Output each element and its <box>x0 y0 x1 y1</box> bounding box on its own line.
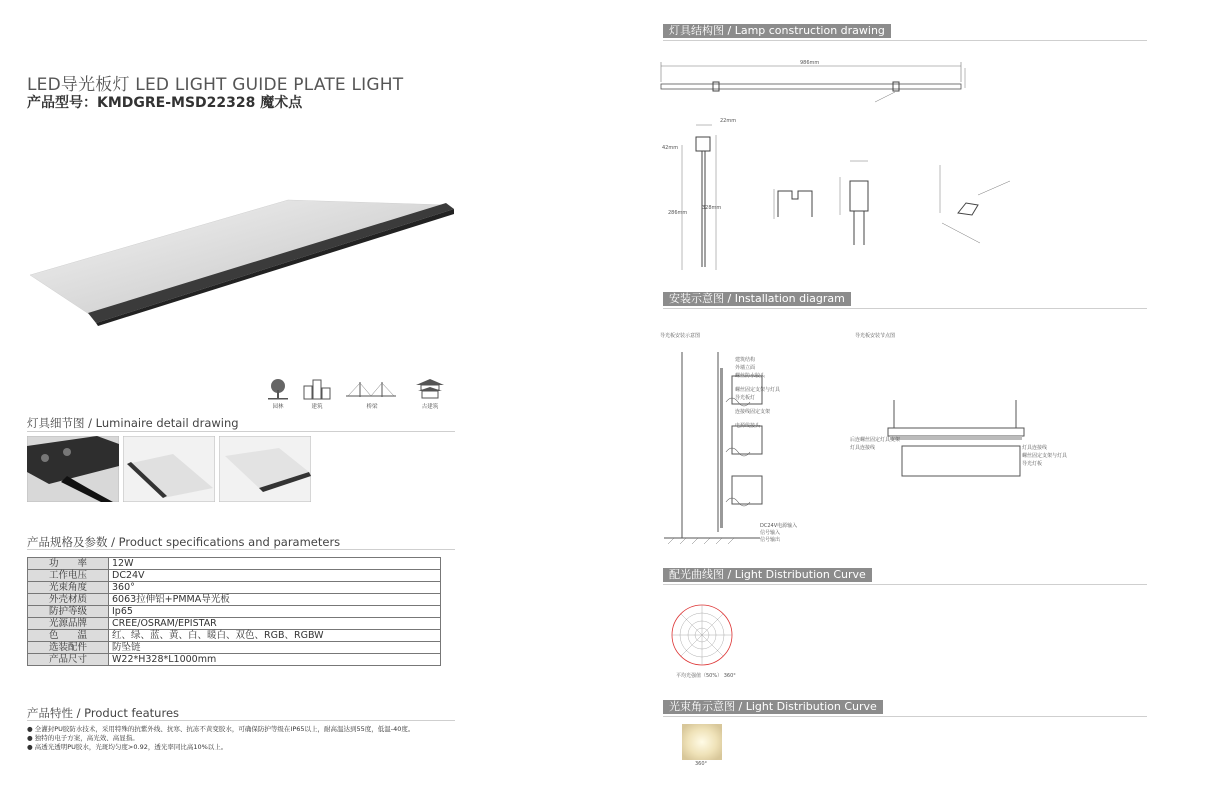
app-label-garden: 园林 <box>272 404 284 410</box>
table-row <box>28 558 441 570</box>
beam-angle-illustration <box>682 724 722 760</box>
table-row <box>28 630 441 642</box>
bridge-icon <box>346 380 396 400</box>
installation-section-title: 安装示意图 / Installation diagram <box>663 292 851 306</box>
install-left-labels <box>735 356 780 430</box>
callout: 螺丝固定支架与灯具 <box>1022 453 1068 459</box>
table-row <box>28 570 441 582</box>
callout: 连接线固定支架 <box>735 409 771 415</box>
dim-length: 986mm <box>800 60 820 66</box>
product-image <box>28 195 460 330</box>
polar-distribution-chart <box>662 600 742 670</box>
table-row <box>28 642 441 654</box>
callout: 信号输入 <box>760 530 781 536</box>
spec-key: 色 温 <box>28 630 109 642</box>
dim-height-a: 42mm <box>662 145 679 151</box>
spec-value: 红、绿、蓝、黄、白、暖白、双色、RGB、RGBW <box>109 630 441 642</box>
feature-text: 独特的电子方案，高光效、高显指。 <box>34 734 139 742</box>
install-node-left-labels <box>850 436 900 452</box>
spec-value: W22*H328*L1000mm <box>109 654 441 666</box>
detail-section-title: 灯具细节图 / Luminaire detail drawing <box>27 416 239 430</box>
divider <box>663 308 1147 309</box>
page-title: LED导光板灯 LED LIGHT GUIDE PLATE LIGHT <box>27 75 404 95</box>
dim-height-c: 328mm <box>702 205 722 211</box>
spec-value: 12W <box>109 558 441 570</box>
callout: 导光板灯 <box>735 395 756 401</box>
feature-text: 高透光透明PU胶水，光斑均匀度>0.92，透光率同比高10%以上。 <box>34 743 228 751</box>
spec-value: 6063拉伸铝+PMMA导光板 <box>109 594 441 606</box>
spec-table <box>27 557 441 666</box>
spec-value: DC24V <box>109 570 441 582</box>
callout: 信号输出 <box>760 537 781 543</box>
beam-angle-label: 360° <box>695 761 708 767</box>
divider <box>27 431 455 432</box>
garden-icon <box>266 378 290 400</box>
distribution-caption: 平均光强值（50%） 360° <box>676 673 736 679</box>
application-icons <box>262 378 452 412</box>
spec-key: 防护等级 <box>28 606 109 618</box>
divider <box>663 584 1147 585</box>
callout: 螺丝防水胶头 <box>735 373 766 379</box>
table-row <box>28 606 441 618</box>
callout: 后连螺丝固定灯具支架 <box>850 437 901 443</box>
list-item: ● 独特的电子方案，高光效、高显指。 <box>27 734 139 742</box>
callout: 电源线接头 <box>735 423 761 429</box>
spec-key: 产品尺寸 <box>28 654 109 666</box>
spec-key: 光源品牌 <box>28 618 109 630</box>
dim-height-b: 286mm <box>668 210 688 216</box>
table-row <box>28 654 441 666</box>
install-node-right-labels <box>1022 444 1067 468</box>
list-item: ● 全灌封PU胶防水技术，采用特殊的抗紫外线、抗寒、抗冻不黄变胶水，可确保防护等级在IP65以上，耐高温达到55度，低温-40度。 <box>27 725 415 733</box>
app-label-bridge: 桥梁 <box>366 404 378 410</box>
features-section-title: 产品特性 / Product features <box>27 706 180 720</box>
callout: 螺丝固定支架与灯具 <box>735 387 781 393</box>
install-bottom-labels <box>760 522 797 543</box>
spec-value: Ip65 <box>109 606 441 618</box>
construction-section-title: 灯具结构图 / Lamp construction drawing <box>663 24 891 38</box>
dim-width: 22mm <box>720 118 737 124</box>
divider <box>27 549 455 550</box>
feature-text: 全灌封PU胶防水技术，采用特殊的抗紫外线、抗寒、抗冻不黄变胶水，可确保防护等级在IP65以上，耐高温达到55度，低温-40度。 <box>34 725 415 733</box>
table-row <box>28 594 441 606</box>
table-row <box>28 618 441 630</box>
callout: 建筑结构 <box>735 357 756 363</box>
model-number: 产品型号：KMDGRE-MSD22328 魔术点 <box>27 95 303 111</box>
callout: DC24V电源输入 <box>760 523 798 529</box>
spec-value: 360° <box>109 582 441 594</box>
building-icon <box>302 378 332 400</box>
spec-key: 功 率 <box>28 558 109 570</box>
install-right-caption: 导光板安装节点图 <box>855 333 896 339</box>
spec-key: 外壳材质 <box>28 594 109 606</box>
divider <box>663 40 1147 41</box>
callout: 导光灯板 <box>1022 461 1043 467</box>
spec-key: 光束角度 <box>28 582 109 594</box>
spec-value: CREE/OSRAM/EPISTAR <box>109 618 441 630</box>
pagoda-icon <box>414 378 446 400</box>
detail-photo-3 <box>219 436 311 502</box>
list-item: ● 高透光透明PU胶水，光斑均匀度>0.92，透光率同比高10%以上。 <box>27 743 228 751</box>
install-left-caption: 导光板安装示意图 <box>660 333 701 339</box>
section-drawings <box>660 115 1040 275</box>
spec-key: 选装配件 <box>28 642 109 654</box>
features-list <box>27 725 414 752</box>
app-label-building: 建筑 <box>311 404 323 410</box>
distribution-section-title: 配光曲线图 / Light Distribution Curve <box>663 568 872 582</box>
callout: 灯具连接线 <box>1022 445 1048 451</box>
detail-photo-2 <box>123 436 215 502</box>
spec-value: 防坠链 <box>109 642 441 654</box>
app-label-ancient-building: 古建筑 <box>421 404 439 410</box>
callout: 灯具连接线 <box>850 445 876 451</box>
detail-photo-1 <box>27 436 119 502</box>
spec-key: 工作电压 <box>28 570 109 582</box>
callout: 外墙立面 <box>735 365 756 371</box>
divider <box>663 716 1147 717</box>
beam-section-title: 光束角示意图 / Light Distribution Curve <box>663 700 883 714</box>
divider <box>27 720 455 721</box>
spec-section-title: 产品规格及参数 / Product specifications and parameters <box>27 535 341 549</box>
table-row <box>28 582 441 594</box>
